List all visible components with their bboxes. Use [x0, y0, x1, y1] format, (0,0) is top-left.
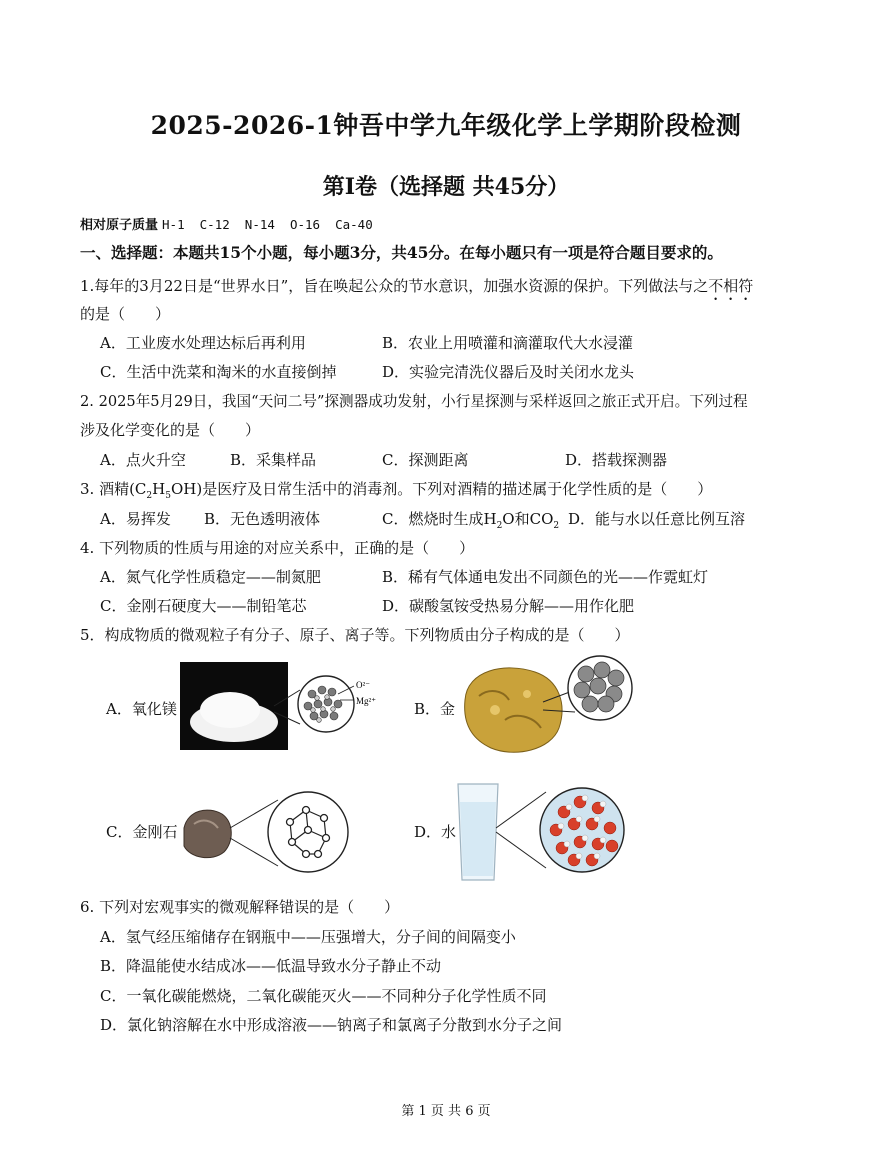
q5-option-c: C．金刚石: [106, 823, 178, 841]
atomic-mass-label: 相对原子质量: [80, 218, 159, 233]
q3-stem-part1: 3. 酒精(C: [80, 480, 147, 498]
q3-option-c-part2: O和CO: [502, 510, 554, 528]
q1-stem: [80, 275, 753, 304]
q3-c-sub-2: 2: [553, 521, 560, 531]
atomic-mass-line: [80, 214, 373, 233]
q4-option-b: B．稀有气体通电发出不同颜色的光——作霓虹灯: [382, 568, 709, 586]
q6-option-b: B．降温能使水结成冰——低温导致水分子静止不动: [100, 957, 442, 975]
q4-option-d: D．碳酸氢铵受热易分解——用作化肥: [382, 597, 635, 615]
section-subtitle: 第Ⅰ卷（选择题 共45分）: [322, 174, 570, 200]
q4-option-a: A．氮气化学性质稳定——制氮肥: [100, 568, 321, 586]
q1-line1: 1.每年的3月22日是“世界水日”，旨在唤起公众的节水意识，加强水资源的保护。下列做法与之: [80, 277, 709, 295]
q6-line1: 6. 下列对宏观事实的微观解释错误的是（ ）: [80, 898, 400, 916]
q3-option-c-part1: C．燃烧时生成H: [382, 510, 497, 528]
diamond-figure: [178, 788, 368, 878]
powder-top: [200, 692, 260, 728]
q6-option-d: D．氯化钠溶解在水中形成溶液——钠离子和氯离子分散到水分子之间: [100, 1016, 563, 1034]
q5-option-b: B．金: [414, 700, 456, 718]
section-heading: 一、选择题：本题共15个小题，每小题3分，共45分。在每小题只有一项是符合题目要求的。: [80, 243, 723, 262]
q2-line2: 涉及化学变化的是（ ）: [80, 421, 261, 439]
gold-figure: [455, 650, 640, 765]
q1-option-c: C．生活中洗菜和淘米的水直接倒掉: [100, 363, 337, 381]
water-figure: [452, 772, 637, 887]
magnesium-oxide-figure: [178, 660, 378, 752]
q2-option-a: A．点火升空: [100, 451, 186, 469]
page-number: 第 1 页 共 6 页: [401, 1104, 491, 1119]
q2-option-b: B．采集样品: [230, 451, 317, 469]
q3-c-sub-1: 2: [496, 521, 503, 531]
q3-option-c: [382, 508, 559, 531]
q5-line1: 5．构成物质的微观粒子有分子、原子、离子等。下列物质由分子构成的是（ ）: [80, 626, 630, 644]
q2-option-d: D．搭载探测器: [565, 451, 668, 469]
q4-line1: 4. 下列物质的性质与用途的对应关系中，正确的是（ ）: [80, 539, 475, 557]
diamond-rock: [184, 810, 231, 858]
q6-option-c: C．一氧化碳能燃烧，二氧化碳能灭火——不同种分子化学性质不同: [100, 987, 547, 1005]
page-title: 2025-2026-1钟吾中学九年级化学上学期阶段检测: [150, 111, 742, 140]
q6-option-a: A．氢气经压缩储存在钢瓶中——压强增大，分子间的间隔变小: [100, 928, 516, 946]
atomic-mass-values: H-1 C-12 N-14 O-16 Ca-40: [162, 217, 373, 232]
q3-stem-part3: OH)是医疗及日常生活中的消毒剂。下列对酒精的描述属于化学性质的是（ ）: [170, 480, 713, 498]
q1-option-d: D．实验完清洗仪器后及时关闭水龙头: [382, 363, 635, 381]
water-level: [460, 802, 496, 876]
q5-option-a: A．氧化镁: [106, 700, 177, 718]
ion-o-label: O²⁻: [356, 680, 370, 690]
q4-option-c: C．金刚石硬度大——制铅笔芯: [100, 597, 307, 615]
q1-option-a: A．工业废水处理达标后再利用: [100, 334, 306, 352]
q5-option-d: D．水: [414, 823, 457, 841]
q1-emphasis: 不相符: [708, 277, 754, 295]
q3-stem: [80, 478, 712, 501]
q1-line2: 的是（ ）: [80, 305, 171, 323]
q2-line1: 2. 2025年5月29日，我国“天问二号”探测器成功发射，小行星探测与采样返回之旅正式开启。下列过程: [80, 393, 748, 410]
q3-stem-part2: H: [152, 480, 166, 498]
q3-option-a: A．易挥发: [100, 510, 171, 528]
ion-mg-label: Mg²⁺: [356, 696, 376, 706]
q3-sub-5: 5: [165, 491, 171, 501]
q3-option-b: B．无色透明液体: [204, 510, 321, 528]
q1-option-b: B．农业上用喷灌和滴灌取代大水浸灌: [382, 334, 634, 352]
q3-option-d: D．能与水以任意比例互溶: [568, 510, 746, 528]
q2-option-c: C．探测距离: [382, 451, 469, 469]
q3-sub-2: 2: [146, 491, 153, 501]
